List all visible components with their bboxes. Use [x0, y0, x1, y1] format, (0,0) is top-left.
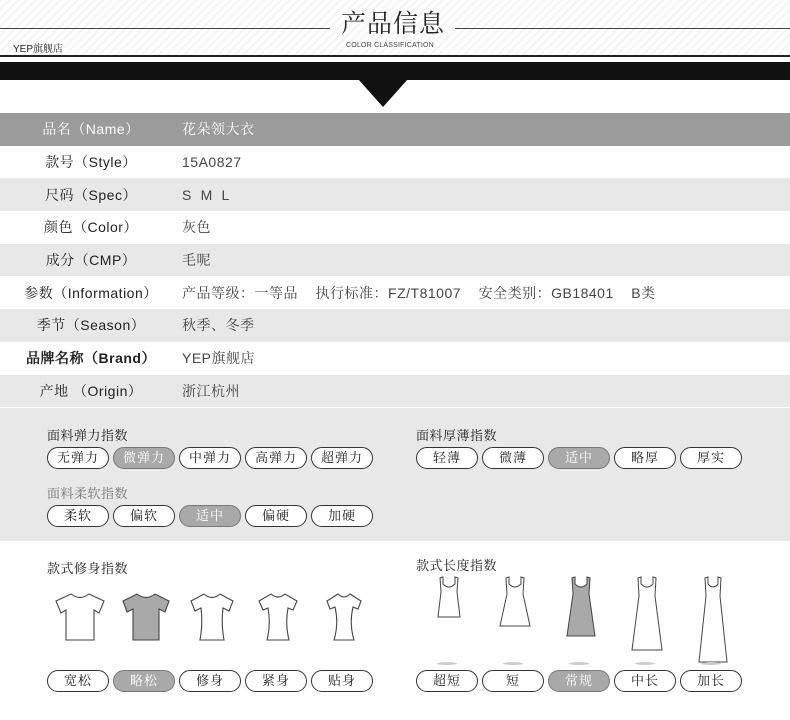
length-extra-short-icon	[416, 574, 482, 668]
length-silhouettes	[416, 574, 746, 668]
info-value: 产品等级：一等品 执行标准：FZ/T81007 安全类别：GB18401 B类	[182, 284, 656, 301]
fit-title: 款式修身指数	[47, 561, 129, 576]
fit-slightly-loose-icon	[113, 591, 179, 643]
page-subtitle: COLOR CLASSIFICATION	[346, 42, 434, 49]
fabric-index-panel	[0, 408, 790, 541]
softness-option: 加硬	[311, 505, 373, 527]
length-pill-row	[416, 670, 742, 692]
elasticity-options	[47, 447, 373, 469]
page-header	[0, 0, 790, 110]
length-option: 超短	[416, 670, 478, 692]
fit-options	[47, 670, 373, 692]
fit-loose-icon	[47, 591, 113, 643]
softness-options	[47, 505, 373, 527]
length-option: 常规	[548, 670, 610, 692]
elasticity-title: 面料弹力指数	[47, 428, 129, 443]
softness-index	[47, 483, 373, 527]
softness-option: 柔软	[47, 505, 109, 527]
elasticity-option: 超弹力	[311, 447, 373, 469]
shadow-mark	[635, 662, 655, 665]
info-label: 成分（CMP）	[45, 252, 137, 269]
fit-option: 宽松	[47, 670, 109, 692]
info-value: 浙江杭州	[182, 382, 240, 399]
info-row-origin	[0, 375, 790, 408]
style-index-panel	[0, 541, 790, 720]
info-row-color	[0, 211, 790, 244]
thickness-options	[416, 447, 742, 469]
info-value: 灰色	[182, 219, 211, 236]
softness-title: 面料柔软指数	[47, 486, 129, 501]
info-label: 产地 （Origin）	[39, 382, 143, 399]
fit-tight-icon	[245, 591, 311, 643]
thickness-option: 略厚	[614, 447, 676, 469]
length-options	[416, 670, 742, 692]
elasticity-option: 高弹力	[245, 447, 307, 469]
fit-slim-icon	[179, 591, 245, 643]
fit-option: 略松	[113, 670, 175, 692]
fit-bodycon-icon	[311, 591, 377, 643]
length-option: 中长	[614, 670, 676, 692]
shop-name: YEP旗舰店	[13, 44, 64, 55]
fit-option: 贴身	[311, 670, 373, 692]
thickness-title: 面料厚薄指数	[416, 428, 498, 443]
info-label: 颜色（Color）	[44, 219, 138, 236]
length-option: 加长	[680, 670, 742, 692]
fit-index	[47, 558, 128, 580]
fit-pill-row	[47, 670, 373, 692]
shadow-mark	[437, 662, 457, 665]
thickness-option: 轻薄	[416, 447, 478, 469]
elasticity-option: 微弹力	[113, 447, 175, 469]
header-band	[0, 62, 790, 80]
info-row-style	[0, 146, 790, 179]
softness-option: 适中	[179, 505, 241, 527]
info-label: 品牌名称（Brand）	[26, 350, 156, 367]
length-title: 款式长度指数	[416, 558, 498, 573]
length-midi-icon	[614, 574, 680, 668]
header-arrow-icon	[358, 79, 408, 107]
shadow-mark	[569, 662, 589, 665]
elasticity-option: 中弹力	[179, 447, 241, 469]
info-row-name	[0, 113, 790, 146]
fit-option: 紧身	[245, 670, 307, 692]
header-divider	[0, 55, 790, 57]
elasticity-option: 无弹力	[47, 447, 109, 469]
product-info-table	[0, 113, 790, 407]
elasticity-index	[47, 425, 373, 469]
thickness-option: 微薄	[482, 447, 544, 469]
length-option: 短	[482, 670, 544, 692]
header-rule-right	[455, 28, 790, 29]
info-value: 花朵领大衣	[182, 121, 255, 138]
info-value: 毛呢	[182, 252, 211, 269]
info-label: 款号（Style）	[45, 154, 137, 171]
info-value: 15A0827	[182, 154, 242, 171]
thickness-index	[416, 425, 742, 469]
info-row-information	[0, 276, 790, 309]
length-long-icon	[680, 574, 746, 668]
shadow-mark	[503, 662, 523, 665]
info-row-spec	[0, 178, 790, 211]
shadow-mark	[701, 662, 721, 665]
softness-option: 偏软	[113, 505, 175, 527]
softness-option: 偏硬	[245, 505, 307, 527]
info-label: 季节（Season）	[36, 317, 146, 334]
thickness-option: 厚实	[680, 447, 742, 469]
info-label: 尺码（Spec）	[45, 186, 137, 203]
info-label: 参数（Information）	[24, 284, 158, 301]
page-title: 产品信息	[340, 10, 445, 38]
info-row-season	[0, 309, 790, 342]
info-value: YEP旗舰店	[182, 350, 256, 367]
thickness-option: 适中	[548, 447, 610, 469]
info-row-brand	[0, 342, 790, 375]
info-value: S M L	[182, 186, 230, 203]
length-regular-icon	[548, 574, 614, 668]
fit-option: 修身	[179, 670, 241, 692]
header-rule-left	[0, 28, 330, 29]
info-value: 秋季、冬季	[182, 317, 255, 334]
info-label: 品名（Name）	[42, 121, 140, 138]
length-short-icon	[482, 574, 548, 668]
fit-silhouettes	[47, 591, 377, 643]
info-row-cmp	[0, 244, 790, 277]
